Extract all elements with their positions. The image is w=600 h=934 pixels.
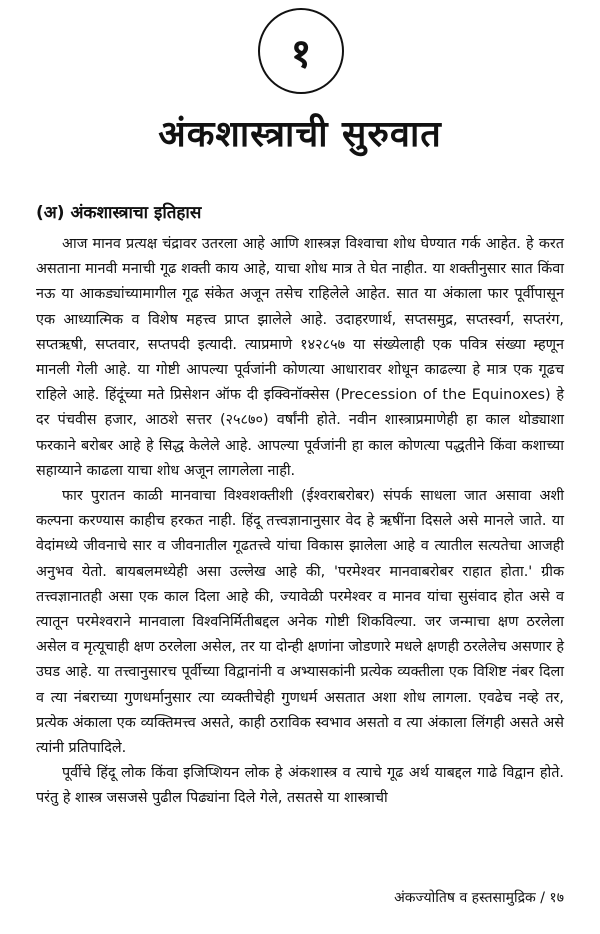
body-text xyxy=(36,232,564,812)
page-footer: अंकज्योतिष व हस्तसामुद्रिक / १७ xyxy=(394,890,564,906)
paragraph-2: फार पुरातन काळी मानवाचा विश्वशक्तीशी (ईश्वराबरोबर) संपर्क साधला जात असावा अशी कल्पना करण्यास काहीच हरकत नाही. हिंदू तत्त्वज्ञानानुसार वेद हे ऋषींना दिसले असे मानले जाते. या वेदांमध्ये जीवनाचे सार व जीवनातील गूढतत्त्वे यांचा विकास झालेला आहे व त्यातील सत्यतेचा आजही अनुभव येतो. बायबलमध्येही असा उल्लेख आहे की, 'परमेश्वर मानवाबरोबर राहात होता.' ग्रीक तत्त्वज्ञानातही असा एक काल दिला आहे की, ज्यावेळी परमेश्वर व मानव यांचा सुसंवाद होत असे व त्यातून परमेश्वराने मानवाला विश्वनिर्मितीबद्दल अनेक गोष्टी शिकविल्या. जर जन्माचा क्षण ठरलेला असेल व मृत्यूचाही क्षण ठरलेला असेल, तर या दोन्ही क्षणांना जोडणारे मधले क्षणही ठरलेलेच असणार हे उघड आहे. या तत्त्वानुसारच पूर्वीच्या विद्वानांनी व अभ्यासकांनी प्रत्येक व्यक्तीला एक विशिष्ट नंबर दिला व त्या नंबराच्या गुणधर्मानुसार त्या व्यक्तीचेही गुणधर्म असतात अशा शोध लागला. एवढेच नव्हे तर, प्रत्येक अंकाला एक व्यक्तिमत्त्व असते, काही ठराविक स्वभाव असतो व त्या अंकाला लिंगही असते असे त्यांनी प्रतिपादिले. xyxy=(36,488,564,757)
paragraph-1: आज मानव प्रत्यक्ष चंद्रावर उतरला आहे आणि शास्त्रज्ञ विश्वाचा शोध घेण्यात गर्क आहेत. हे करत असताना मानवी मनाची गूढ शक्ती काय आहे, याचा शोध मात्र ते घेत नाहीत. या शक्तीनुसार सात किंवा नऊ या आकड्यांच्यामागील गूढ संकेत अजून तसेच राहिलेले आहेत. सात या अंकाला फार पूर्वीपासून एक आध्यात्मिक व विशेष महत्त्व प्राप्त झालेले आहे. उदाहरणार्थ, सप्तसमुद्र, सप्तस्वर्ग, सप्तरंग, सप्तऋषी, सप्तवार, सप्तपदी इत्यादी. त्याप्रमाणे १४२८५७ या संख्येलाही एक पवित्र संख्या म्हणून मानली गेली आहे. या गोष्टी आपल्या पूर्वजांनी कोणत्या आधारावर शोधून काढल्या हे मात्र एक गूढच राहिले आहे. हिंदूंच्या मते प्रिसेशन ऑफ दी इक्विनॉक्सेस (Precession of the Equinoxes) हे दर पंचवीस हजार, आठशे सत्तर (२५८७०) वर्षांनी होते. नवीन शास्त्राप्रमाणेही हा काल थोड्याशा फरकाने बरोबर आहे हे सिद्ध केलेले आहे. आपल्या पूर्वजांनी हा काल कोणत्या पद्धतीने किंवा कशाच्या सहाय्याने काढला याचा शोध अजून लागलेला नाही. xyxy=(36,236,564,479)
chapter-number: १ xyxy=(290,29,312,77)
chapter-number-circle xyxy=(258,8,344,94)
paragraph-3: पूर्वीचे हिंदू लोक किंवा इजिप्शियन लोक हे अंकशास्त्र व त्याचे गूढ अर्थ याबद्दल गाढे विद्वान होते. परंतु हे शास्त्र जसजसे पुढील पिढ्यांना दिले गेले, तसतसे या शास्त्राची xyxy=(36,765,564,807)
chapter-title: अंकशास्त्राची सुरुवात xyxy=(158,113,442,155)
section-heading: (अ) अंकशास्त्राचा इतिहास xyxy=(36,203,202,223)
